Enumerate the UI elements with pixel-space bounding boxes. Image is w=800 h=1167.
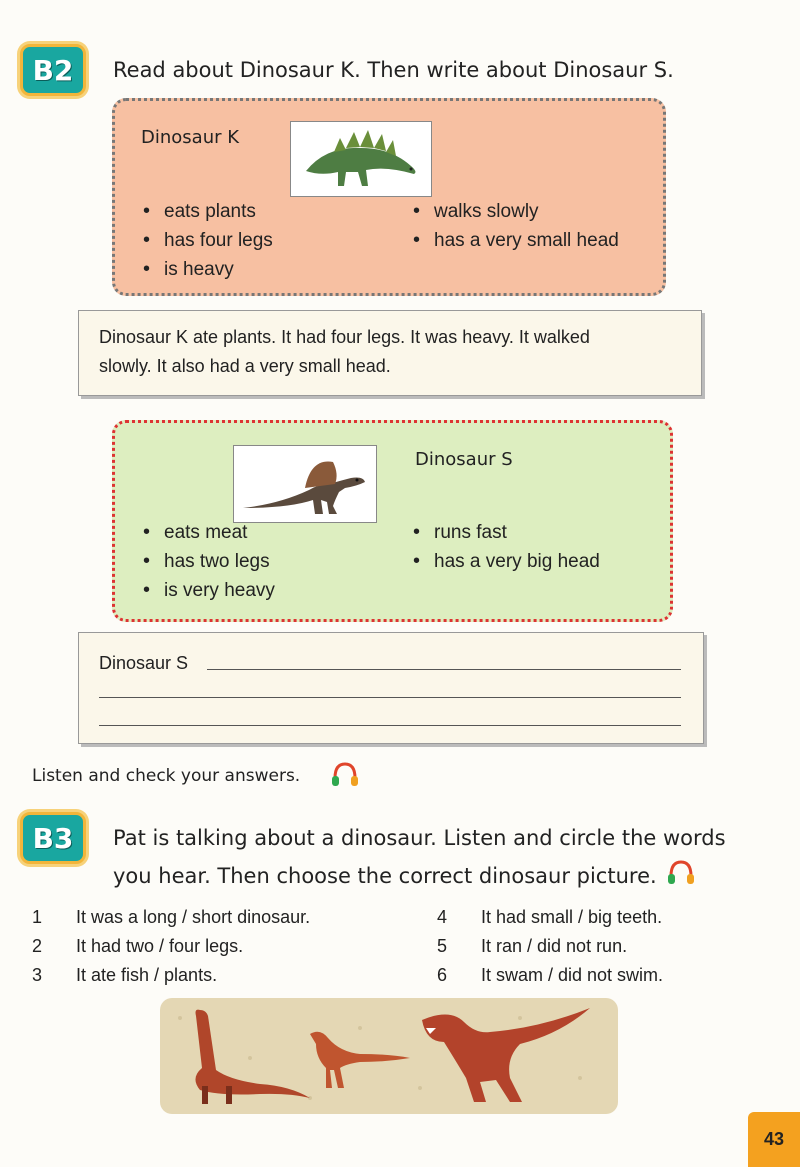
writing-line[interactable] bbox=[207, 669, 681, 670]
list-item: • runs fast bbox=[413, 518, 600, 547]
dinosaur-k-panel bbox=[112, 98, 666, 296]
question-text[interactable]: It ate fish / plants. bbox=[76, 965, 218, 985]
listen-check-text: Listen and check your answers. bbox=[32, 766, 301, 786]
question-number: 4 bbox=[437, 907, 448, 927]
question-row bbox=[32, 932, 310, 961]
question-text[interactable]: It ran / did not run. bbox=[481, 936, 628, 956]
dinosaur-s-list-right bbox=[413, 518, 600, 576]
question-number: 1 bbox=[32, 907, 43, 927]
small-dinosaur-icon[interactable] bbox=[310, 1032, 410, 1088]
page-number: 43 bbox=[748, 1112, 800, 1167]
b3-instruction-line-2: you hear. Then choose the correct dinosaur picture. bbox=[113, 864, 657, 888]
list-item: • has a very small head bbox=[413, 226, 619, 255]
model-text-card bbox=[78, 310, 702, 396]
list-item: • walks slowly bbox=[413, 197, 619, 226]
question-row bbox=[32, 903, 310, 932]
question-text[interactable]: It had two / four legs. bbox=[76, 936, 244, 956]
questions-right bbox=[437, 903, 663, 990]
long-neck-dinosaur-icon[interactable] bbox=[195, 1010, 310, 1104]
question-row bbox=[437, 903, 663, 932]
list-item: • eats meat bbox=[143, 518, 275, 547]
question-number: 2 bbox=[32, 936, 43, 956]
list-item: • is heavy bbox=[143, 255, 273, 284]
question-text[interactable]: It swam / did not swim. bbox=[481, 965, 664, 985]
b3-instruction-line-1: Pat is talking about a dinosaur. Listen and circle the words bbox=[113, 826, 726, 850]
writing-line[interactable] bbox=[99, 697, 681, 698]
list-item: • is very heavy bbox=[143, 576, 275, 605]
dinosaur-s-title: Dinosaur S bbox=[415, 449, 513, 470]
headphones-icon[interactable] bbox=[330, 760, 360, 788]
writing-line[interactable] bbox=[99, 725, 681, 726]
dinosaur-k-title: Dinosaur K bbox=[141, 127, 240, 148]
section-badge-b3: B3 bbox=[20, 812, 86, 864]
dinosaur-s-picture bbox=[233, 445, 377, 523]
section-badge-b2: B2 bbox=[20, 44, 86, 96]
question-number: 6 bbox=[437, 965, 448, 985]
dinosaur-s-list-left bbox=[143, 518, 275, 605]
dinosaur-k-list-right bbox=[413, 197, 619, 255]
list-item: • has a very big head bbox=[413, 547, 600, 576]
list-item: • eats plants bbox=[143, 197, 273, 226]
questions-left bbox=[32, 903, 310, 990]
headphones-icon[interactable] bbox=[666, 858, 696, 886]
spinosaurus-icon bbox=[239, 450, 371, 518]
dinosaur-k-list-left bbox=[143, 197, 273, 284]
dinosaur-s-panel bbox=[112, 420, 673, 622]
question-row bbox=[32, 961, 310, 990]
question-number: 5 bbox=[437, 936, 448, 956]
big-head-dinosaur-icon[interactable] bbox=[422, 1008, 590, 1102]
dinosaur-illustrations bbox=[160, 998, 618, 1114]
question-row bbox=[437, 961, 663, 990]
question-text[interactable]: It was a long / short dinosaur. bbox=[76, 907, 311, 927]
model-text-line-1: Dinosaur K ate plants. It had four legs. It was heavy. It walked bbox=[99, 327, 590, 347]
b2-instruction: Read about Dinosaur K. Then write about Dinosaur S. bbox=[113, 58, 674, 82]
writing-card bbox=[78, 632, 704, 744]
dinosaur-picture-strip bbox=[160, 998, 618, 1114]
model-text-line-2: slowly. It also had a very small head. bbox=[99, 356, 391, 376]
list-item: • has four legs bbox=[143, 226, 273, 255]
write-start-label: Dinosaur S bbox=[99, 653, 189, 673]
dinosaur-k-picture bbox=[290, 121, 432, 197]
question-text[interactable]: It had small / big teeth. bbox=[481, 907, 663, 927]
stegosaurus-icon bbox=[296, 126, 426, 192]
question-row bbox=[437, 932, 663, 961]
question-number: 3 bbox=[32, 965, 43, 985]
list-item: • has two legs bbox=[143, 547, 275, 576]
